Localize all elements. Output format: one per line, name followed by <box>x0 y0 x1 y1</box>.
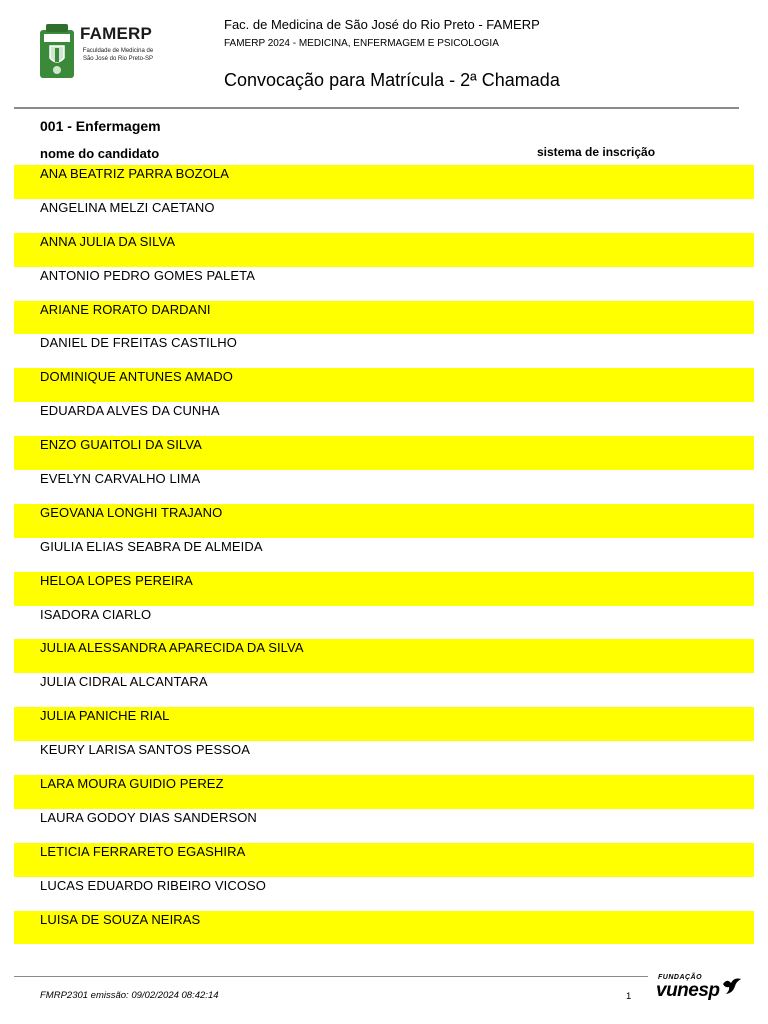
candidate-name: HELOA LOPES PEREIRA <box>40 572 193 588</box>
candidate-row <box>14 199 754 233</box>
candidate-row <box>14 301 754 335</box>
candidate-name: LAURA GODOY DIAS SANDERSON <box>40 809 257 825</box>
candidate-name: LARA MOURA GUIDIO PEREZ <box>40 776 224 792</box>
candidate-row <box>14 707 754 741</box>
candidate-name: LUCAS EDUARDO RIBEIRO VICOSO <box>40 877 267 893</box>
candidate-name: GEOVANA LONGHI TRAJANO <box>40 504 223 520</box>
candidate-name: JULIA ALESSANDRA APARECIDA DA SILVA <box>40 640 304 656</box>
candidate-name: ANA BEATRIZ PARRA BOZOLA <box>40 166 230 181</box>
candidate-name: JULIA PANICHE RIAL <box>40 708 170 724</box>
institution-name: Fac. de Medicina de São José do Rio Preto - FAMERP <box>224 17 540 32</box>
candidate-row <box>14 334 754 368</box>
candidate-row <box>14 572 754 606</box>
candidate-name: KEURY LARISA SANTOS PESSOA <box>40 742 250 758</box>
candidate-name: ENZO GUAITOLI DA SILVA <box>40 437 202 453</box>
vunesp-logo-caption: FUNDAÇÃO <box>658 974 703 981</box>
famerp-logo <box>38 22 156 86</box>
course-heading: 001 - Enfermagem <box>40 118 161 134</box>
vunesp-logo-name: vunesp <box>656 980 720 1001</box>
candidate-row <box>14 233 754 267</box>
candidate-row <box>14 267 754 301</box>
candidate-row <box>14 165 754 199</box>
candidate-name: LETICIA FERRARETO EGASHIRA <box>40 843 246 859</box>
candidate-row <box>14 402 754 436</box>
famerp-logo-subtitle: Faculdade de Medicina de São José do Rio Preto-SP <box>82 48 154 62</box>
page-number: 1 <box>626 991 632 1002</box>
emission-info: FMRP2301 emissão: 09/02/2024 08:42:14 <box>40 990 219 1001</box>
column-header-name: nome do candidato <box>40 146 160 161</box>
candidate-name: JULIA CIDRAL ALCANTARA <box>40 674 208 690</box>
candidate-row <box>14 639 754 673</box>
candidate-row <box>14 775 754 809</box>
candidate-row <box>14 741 754 775</box>
candidate-row <box>14 436 754 470</box>
candidate-row <box>14 606 754 640</box>
candidate-name: ANTONIO PEDRO GOMES PALETA <box>40 267 255 283</box>
candidate-row <box>14 673 754 707</box>
candidate-row <box>14 877 754 911</box>
bird-icon <box>721 976 743 996</box>
page-title: Convocação para Matrícula - 2ª Chamada <box>224 70 560 90</box>
header-divider <box>14 107 739 109</box>
candidate-row <box>14 809 754 843</box>
candidate-row <box>14 911 754 945</box>
candidate-name: ISADORA CIARLO <box>40 606 152 622</box>
candidate-name: ANGELINA MELZI CAETANO <box>40 199 215 215</box>
candidate-name: EDUARDA ALVES DA CUNHA <box>40 403 220 419</box>
course-line: FAMERP 2024 - MEDICINA, ENFERMAGEM E PSICOLOGIA <box>224 38 499 49</box>
candidate-row <box>14 368 754 402</box>
candidate-row <box>14 843 754 877</box>
column-header-system: sistema de inscrição <box>537 145 656 159</box>
famerp-emblem-icon <box>38 24 76 80</box>
candidate-name: DANIEL DE FREITAS CASTILHO <box>40 335 237 351</box>
footer-divider <box>14 976 648 977</box>
candidate-name: DOMINIQUE ANTUNES AMADO <box>40 369 233 385</box>
candidate-name: ARIANE RORATO DARDANI <box>40 301 211 317</box>
candidate-row <box>14 504 754 538</box>
candidate-row <box>14 470 754 504</box>
candidate-name: GIULIA ELIAS SEABRA DE ALMEIDA <box>40 538 263 554</box>
famerp-logo-name: FAMERP <box>80 24 153 43</box>
candidate-row <box>14 538 754 572</box>
candidate-name: ANNA JULIA DA SILVA <box>40 233 176 249</box>
candidate-name: EVELYN CARVALHO LIMA <box>40 471 201 487</box>
vunesp-logo <box>655 974 745 1004</box>
candidate-name: LUISA DE SOUZA NEIRAS <box>40 911 201 927</box>
candidate-list <box>14 165 754 944</box>
